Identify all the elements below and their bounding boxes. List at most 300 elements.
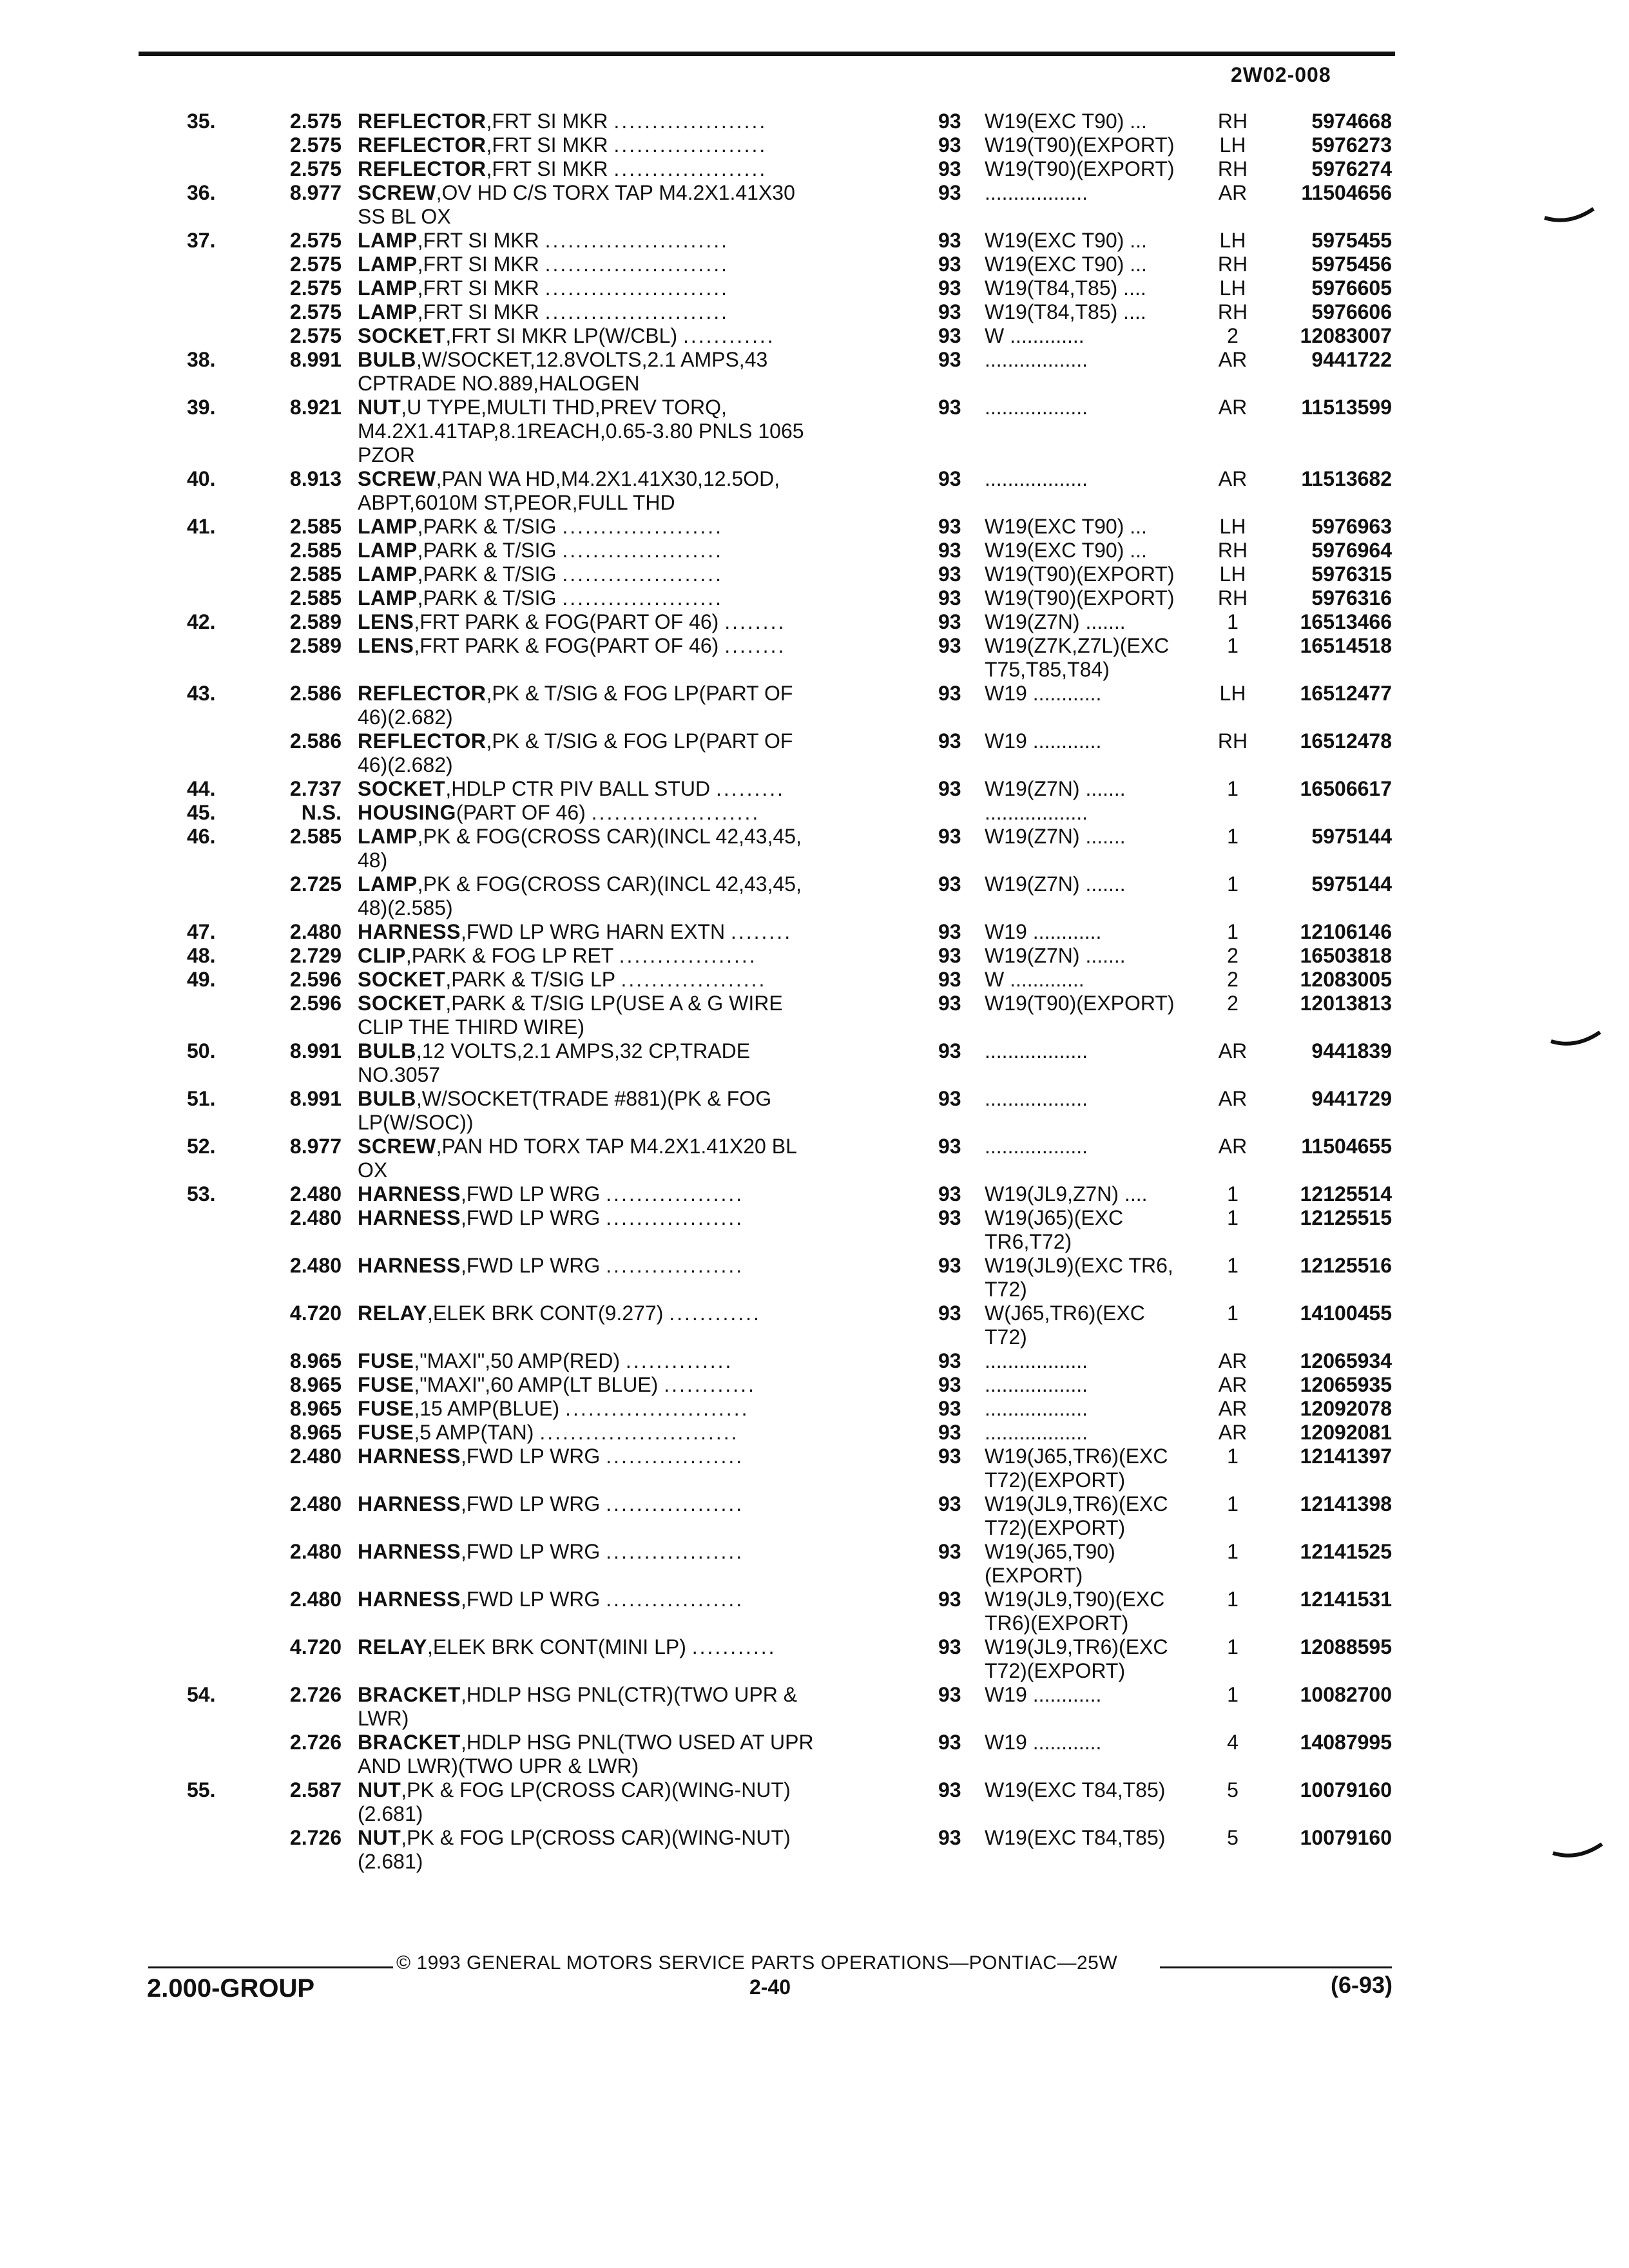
application: T72)(EXPORT) <box>985 1516 1126 1539</box>
part-detail: ,PARK & T/SIG <box>417 515 557 538</box>
part-description <box>358 825 802 849</box>
model-year: 93 <box>938 634 961 657</box>
part-description <box>358 443 415 467</box>
part-name: LAMP <box>358 515 418 538</box>
model-year: 93 <box>938 1087 961 1110</box>
leader-dots: .................. <box>606 1182 744 1206</box>
application: W(J65,TR6)(EXC <box>985 1302 1145 1325</box>
leader-dots: ........................ <box>545 276 729 300</box>
part-detail: ,PARK & T/SIG LP(USE A & G WIRE <box>445 992 783 1015</box>
application: .................. <box>985 1397 1088 1420</box>
table-row <box>0 610 1629 634</box>
part-detail: ,"MAXI",60 AMP(LT BLUE) <box>414 1373 659 1396</box>
part-name: SOCKET <box>358 324 446 347</box>
leader-dots: .................... <box>613 110 767 133</box>
part-detail: PZOR <box>358 443 415 466</box>
part-description <box>358 1850 423 1874</box>
quantity: LH <box>1219 133 1246 157</box>
item-number: 38. <box>187 348 216 371</box>
part-detail: ,FRT SI MKR <box>417 300 539 323</box>
table-row <box>0 1707 1629 1731</box>
application: .................. <box>985 1421 1088 1444</box>
part-description <box>358 1778 791 1802</box>
part-number: 5976316 <box>1311 586 1392 610</box>
part-description <box>358 896 453 920</box>
group-number: 2.589 <box>289 610 342 633</box>
table-row <box>0 1087 1629 1111</box>
quantity: 1 <box>1227 1492 1239 1515</box>
leader-dots: ................... <box>621 968 767 991</box>
part-description <box>358 1254 744 1278</box>
quantity: RH <box>1217 300 1248 323</box>
table-row <box>0 229 1629 253</box>
model-year: 93 <box>938 920 961 943</box>
item-number: 46. <box>187 825 216 848</box>
application: W19(EXC T90) ... <box>985 515 1147 538</box>
part-number: 9441839 <box>1311 1039 1392 1062</box>
model-year: 93 <box>938 1731 961 1754</box>
part-name: BULB <box>358 1039 416 1062</box>
part-detail: ,15 AMP(BLUE) <box>414 1397 560 1420</box>
quantity: 5 <box>1227 1826 1239 1849</box>
table-row <box>0 706 1629 729</box>
part-description <box>358 1206 744 1230</box>
part-detail: OX <box>358 1158 388 1182</box>
part-description <box>358 324 775 348</box>
part-detail: ,PK & T/SIG & FOG LP(PART OF <box>486 682 793 705</box>
table-row <box>0 1445 1629 1468</box>
part-description <box>358 968 766 992</box>
part-detail: CPTRADE NO.889,HALOGEN <box>358 372 640 395</box>
part-description <box>358 181 795 205</box>
part-name: FUSE <box>358 1349 414 1372</box>
part-name: HARNESS <box>358 1540 461 1563</box>
application: W19(EXC T84,T85) <box>985 1778 1166 1802</box>
leader-dots: .................. <box>606 1492 744 1515</box>
part-detail: ,FWD LP WRG HARN EXTN <box>460 920 726 943</box>
group-number: 4.720 <box>289 1302 342 1325</box>
quantity: AR <box>1218 181 1248 204</box>
part-number: 9441722 <box>1311 348 1392 371</box>
part-number: 12092081 <box>1300 1421 1392 1444</box>
part-number: 12125516 <box>1300 1254 1392 1277</box>
part-number: 5976605 <box>1311 276 1392 300</box>
table-row <box>0 396 1629 419</box>
part-number: 5976273 <box>1311 133 1392 157</box>
part-detail: ,PARK & FOG LP RET <box>405 944 613 967</box>
leader-dots: ...................... <box>591 801 760 824</box>
table-row <box>0 1182 1629 1206</box>
quantity: AR <box>1218 467 1248 490</box>
quantity: RH <box>1217 539 1248 562</box>
part-detail: ,FWD LP WRG <box>460 1182 601 1206</box>
part-detail: ,U TYPE,MULTI THD,PREV TORQ, <box>401 396 727 419</box>
part-detail: ,W/SOCKET(TRADE #881)(PK & FOG <box>416 1087 772 1110</box>
part-number: 12013813 <box>1300 992 1392 1015</box>
application: W ............. <box>985 968 1084 991</box>
table-row <box>0 539 1629 562</box>
part-number: 16513466 <box>1300 610 1392 633</box>
group-number: 2.726 <box>289 1826 342 1849</box>
model-year: 93 <box>938 396 961 419</box>
application: .................. <box>985 1039 1088 1062</box>
quantity: 1 <box>1227 1302 1239 1325</box>
part-detail: CLIP THE THIRD WIRE) <box>358 1015 585 1039</box>
part-name: CLIP <box>358 944 406 967</box>
table-row <box>0 1039 1629 1063</box>
part-number: 12125514 <box>1300 1182 1392 1206</box>
part-detail: ,ELEK BRK CONT(9.277) <box>427 1302 664 1325</box>
part-description <box>358 729 793 753</box>
table-row <box>0 801 1629 825</box>
part-detail: ,PARK & T/SIG <box>417 586 557 610</box>
part-description <box>358 1445 744 1468</box>
model-year: 93 <box>938 1302 961 1325</box>
application: .................. <box>985 467 1088 490</box>
group-number: 2.729 <box>289 944 342 967</box>
part-detail: ABPT,6010M ST,PEOR,FULL THD <box>358 491 675 514</box>
table-row <box>0 586 1629 610</box>
table-row <box>0 253 1629 276</box>
group-number: 2.480 <box>289 1540 342 1563</box>
part-detail: 48)(2.585) <box>358 896 453 919</box>
part-detail: ,FRT SI MKR <box>486 110 608 133</box>
leader-dots: ..................... <box>562 515 724 538</box>
group-number: 8.913 <box>289 467 342 490</box>
part-name: HOUSING <box>358 801 456 824</box>
part-detail: ,ELEK BRK CONT(MINI LP) <box>427 1635 686 1658</box>
part-description <box>358 1087 771 1111</box>
model-year: 93 <box>938 1492 961 1515</box>
part-name: FUSE <box>358 1397 414 1420</box>
application: W19(T90)(EXPORT) <box>985 586 1175 610</box>
part-description <box>358 920 792 944</box>
model-year: 93 <box>938 1778 961 1802</box>
part-description <box>358 1015 584 1039</box>
part-detail: ,5 AMP(TAN) <box>414 1421 534 1444</box>
quantity: 2 <box>1227 944 1239 967</box>
quantity: 2 <box>1227 968 1239 991</box>
table-row <box>0 1731 1629 1754</box>
group-number: 2.726 <box>289 1731 342 1754</box>
part-description <box>358 491 675 515</box>
part-detail: ,FRT SI MKR <box>486 157 608 180</box>
group-number: 2.575 <box>289 229 342 252</box>
part-detail: ,FWD LP WRG <box>460 1254 601 1277</box>
table-row <box>0 1206 1629 1230</box>
group-number: 2.480 <box>289 1588 342 1611</box>
leader-dots: ..................... <box>562 562 724 586</box>
quantity: RH <box>1217 729 1248 753</box>
part-description <box>358 1039 750 1063</box>
part-name: SOCKET <box>358 777 446 800</box>
part-name: BULB <box>358 1087 416 1110</box>
table-row <box>0 1135 1629 1158</box>
application: W ............. <box>985 324 1084 347</box>
part-description <box>358 1421 738 1445</box>
table-row <box>0 467 1629 491</box>
model-year: 93 <box>938 229 961 252</box>
model-year: 93 <box>938 1683 961 1706</box>
part-number: 11504656 <box>1301 181 1392 204</box>
part-name: LAMP <box>358 253 418 276</box>
application: .................. <box>985 1373 1088 1396</box>
group-number: 8.965 <box>289 1373 342 1396</box>
group-number: 2.575 <box>289 133 342 157</box>
part-name: BULB <box>358 348 416 371</box>
table-row <box>0 1778 1629 1802</box>
application: W19(T90)(EXPORT) <box>985 992 1175 1015</box>
part-name: REFLECTOR <box>358 110 487 133</box>
leader-dots: .................. <box>606 1254 744 1277</box>
group-number: 2.575 <box>289 276 342 300</box>
part-name: NUT <box>358 1778 401 1802</box>
part-number: 12083005 <box>1300 968 1392 991</box>
table-row <box>0 1349 1629 1373</box>
margin-mark <box>1550 1030 1601 1049</box>
part-description <box>358 205 451 229</box>
part-description <box>358 753 453 777</box>
item-number: 37. <box>187 229 216 252</box>
model-year: 93 <box>938 467 961 490</box>
leader-dots: .................... <box>613 133 767 157</box>
application: W19 ............ <box>985 1683 1102 1706</box>
part-detail: ,HDLP CTR PIV BALL STUD <box>445 777 711 800</box>
part-name: LAMP <box>358 300 418 323</box>
group-number: N.S. <box>301 801 342 824</box>
model-year: 93 <box>938 610 961 633</box>
application: W19(Z7N) ....... <box>985 825 1126 848</box>
part-name: REFLECTOR <box>358 729 487 753</box>
leader-dots: ............ <box>664 1373 756 1396</box>
table-row <box>0 1802 1629 1826</box>
table-row <box>0 753 1629 777</box>
part-description <box>358 1135 797 1158</box>
application: .................. <box>985 181 1088 204</box>
application: (EXPORT) <box>985 1564 1083 1587</box>
group-number: 8.965 <box>289 1397 342 1420</box>
table-row <box>0 1254 1629 1278</box>
model-year: 93 <box>938 133 961 157</box>
part-description <box>358 157 767 181</box>
part-detail: ,PK & FOG(CROSS CAR)(INCL 42,43,45, <box>417 872 802 896</box>
leader-dots: .................. <box>619 944 757 967</box>
group-number: 2.575 <box>289 157 342 180</box>
item-number: 43. <box>187 682 216 705</box>
part-description <box>358 634 786 658</box>
group-number: 2.586 <box>289 682 342 705</box>
part-detail: ,FWD LP WRG <box>460 1540 601 1563</box>
part-name: BRACKET <box>358 1683 461 1706</box>
part-number: 11504655 <box>1301 1135 1392 1158</box>
part-name: RELAY <box>358 1302 428 1325</box>
part-description <box>358 610 786 634</box>
group-number: 8.921 <box>289 396 342 419</box>
model-year: 93 <box>938 682 961 705</box>
group-number: 2.596 <box>289 968 342 991</box>
part-name: SOCKET <box>358 968 446 991</box>
item-number: 40. <box>187 467 216 490</box>
edition-date: (6-93) <box>1331 1972 1393 1998</box>
part-name: LAMP <box>358 276 418 300</box>
leader-dots: .......................... <box>539 1421 739 1444</box>
part-name: REFLECTOR <box>358 157 487 180</box>
part-number: 12106146 <box>1300 920 1392 943</box>
part-detail: (PART OF 46) <box>456 801 586 824</box>
quantity: 4 <box>1227 1731 1239 1754</box>
table-row <box>0 443 1629 467</box>
quantity: 5 <box>1227 1778 1239 1802</box>
table-row <box>0 110 1629 133</box>
table-row <box>0 1635 1629 1659</box>
part-detail: ,PAN WA HD,M4.2X1.41X30,12.5OD, <box>436 467 780 490</box>
part-name: LAMP <box>358 825 418 848</box>
page-code: 2W02-008 <box>1231 63 1331 86</box>
part-detail: SS BL OX <box>358 205 451 228</box>
table-row <box>0 491 1629 515</box>
quantity: 2 <box>1227 992 1239 1015</box>
quantity: 1 <box>1227 1683 1239 1706</box>
model-year: 93 <box>938 825 961 848</box>
part-description <box>358 1373 756 1397</box>
part-name: LENS <box>358 634 414 657</box>
part-detail: ,HDLP HSG PNL(CTR)(TWO UPR & <box>460 1683 798 1706</box>
part-detail: ,PK & FOG LP(CROSS CAR)(WING-NUT) <box>401 1826 791 1849</box>
part-name: LAMP <box>358 562 418 586</box>
application: W19(JL9,Z7N) .... <box>985 1182 1148 1206</box>
group-number: 2.587 <box>289 1778 342 1802</box>
application: TR6,T72) <box>985 1230 1072 1253</box>
part-description <box>358 467 780 491</box>
application: W19(J65)(EXC <box>985 1206 1124 1229</box>
model-year: 93 <box>938 992 961 1015</box>
application: .................. <box>985 1087 1088 1110</box>
group-number: 2.585 <box>289 562 342 586</box>
table-row <box>0 1015 1629 1039</box>
part-number: 12141398 <box>1300 1492 1392 1515</box>
group-number: 2.726 <box>289 1683 342 1706</box>
leader-dots: ......... <box>716 777 786 800</box>
application: W19(JL9)(EXC TR6, <box>985 1254 1173 1277</box>
application: .................. <box>985 801 1088 824</box>
copyright-line: © 1993 GENERAL MOTORS SERVICE PARTS OPERATIONS—PONTIAC—25W <box>396 1952 1118 1974</box>
leader-dots: ........................ <box>545 300 729 323</box>
part-detail: ,PARK & T/SIG <box>417 539 557 562</box>
part-detail: ,FRT PARK & FOG(PART OF 46) <box>414 634 719 657</box>
item-number: 36. <box>187 181 216 204</box>
table-row <box>0 1230 1629 1254</box>
part-number: 11513599 <box>1301 396 1392 419</box>
part-detail: ,PK & T/SIG & FOG LP(PART OF <box>486 729 793 753</box>
application: .................. <box>985 1349 1088 1372</box>
group-number: 8.965 <box>289 1421 342 1444</box>
page-number: 2-40 <box>749 1975 791 1999</box>
item-number: 48. <box>187 944 216 967</box>
model-year: 93 <box>938 1206 961 1229</box>
part-number: 12141397 <box>1300 1445 1392 1468</box>
quantity: 1 <box>1227 920 1239 943</box>
item-number: 42. <box>187 610 216 633</box>
table-row <box>0 300 1629 324</box>
model-year: 93 <box>938 515 961 538</box>
part-description <box>358 348 767 372</box>
model-year: 93 <box>938 1421 961 1444</box>
application: W19(Z7N) ....... <box>985 610 1126 633</box>
quantity: AR <box>1218 1039 1248 1062</box>
part-name: SOCKET <box>358 992 446 1015</box>
model-year: 93 <box>938 1182 961 1206</box>
model-year: 93 <box>938 1588 961 1611</box>
part-number: 5975455 <box>1311 229 1392 252</box>
table-row <box>0 896 1629 920</box>
part-number: 10079160 <box>1300 1826 1392 1849</box>
application: W19 ............ <box>985 1731 1102 1754</box>
part-description <box>358 1588 744 1611</box>
part-description <box>358 849 387 872</box>
leader-dots: ........ <box>724 634 786 657</box>
item-number: 55. <box>187 1778 216 1802</box>
group-number: 8.977 <box>289 1135 342 1158</box>
table-row <box>0 634 1629 658</box>
table-row <box>0 1588 1629 1611</box>
part-detail: (2.681) <box>358 1850 423 1873</box>
table-row <box>0 658 1629 682</box>
part-number: 16503818 <box>1300 944 1392 967</box>
part-name: REFLECTOR <box>358 682 487 705</box>
part-number: 5974668 <box>1311 110 1392 133</box>
part-description <box>358 1683 797 1707</box>
model-year: 93 <box>938 253 961 276</box>
part-number: 16506617 <box>1300 777 1392 800</box>
quantity: 1 <box>1227 1635 1239 1658</box>
part-detail: NO.3057 <box>358 1063 441 1086</box>
model-year: 93 <box>938 539 961 562</box>
part-detail: ,FWD LP WRG <box>460 1588 601 1611</box>
application: .................. <box>985 1135 1088 1158</box>
part-description <box>358 396 727 419</box>
margin-mark <box>1552 1841 1603 1861</box>
model-year: 93 <box>938 348 961 371</box>
part-description <box>358 562 723 586</box>
table-row <box>0 825 1629 849</box>
group-number: 2.480 <box>289 920 342 943</box>
part-description <box>358 872 802 896</box>
application: W19(Z7K,Z7L)(EXC <box>985 634 1170 657</box>
model-year: 93 <box>938 181 961 204</box>
quantity: 1 <box>1227 825 1239 848</box>
item-number: 51. <box>187 1087 216 1110</box>
table-row <box>0 1540 1629 1564</box>
group-number: 2.480 <box>289 1206 342 1229</box>
part-description <box>358 706 453 729</box>
application: T72) <box>985 1325 1027 1349</box>
table-row <box>0 1063 1629 1087</box>
application: W19(EXC T90) ... <box>985 229 1147 252</box>
part-detail: ,FRT SI MKR <box>486 133 608 157</box>
part-name: LAMP <box>358 539 418 562</box>
part-number: 5975144 <box>1311 872 1392 896</box>
group-number: 2.480 <box>289 1182 342 1206</box>
leader-dots: ..................... <box>562 539 724 562</box>
part-description <box>358 1492 744 1516</box>
application: W19(Z7N) ....... <box>985 944 1126 967</box>
part-number: 11513682 <box>1301 467 1392 490</box>
part-number: 12141525 <box>1300 1540 1392 1563</box>
quantity: AR <box>1218 1397 1248 1420</box>
leader-dots: ........................ <box>565 1397 749 1420</box>
part-name: SCREW <box>358 181 436 204</box>
part-detail: ,12 VOLTS,2.1 AMPS,32 CP,TRADE <box>416 1039 751 1062</box>
